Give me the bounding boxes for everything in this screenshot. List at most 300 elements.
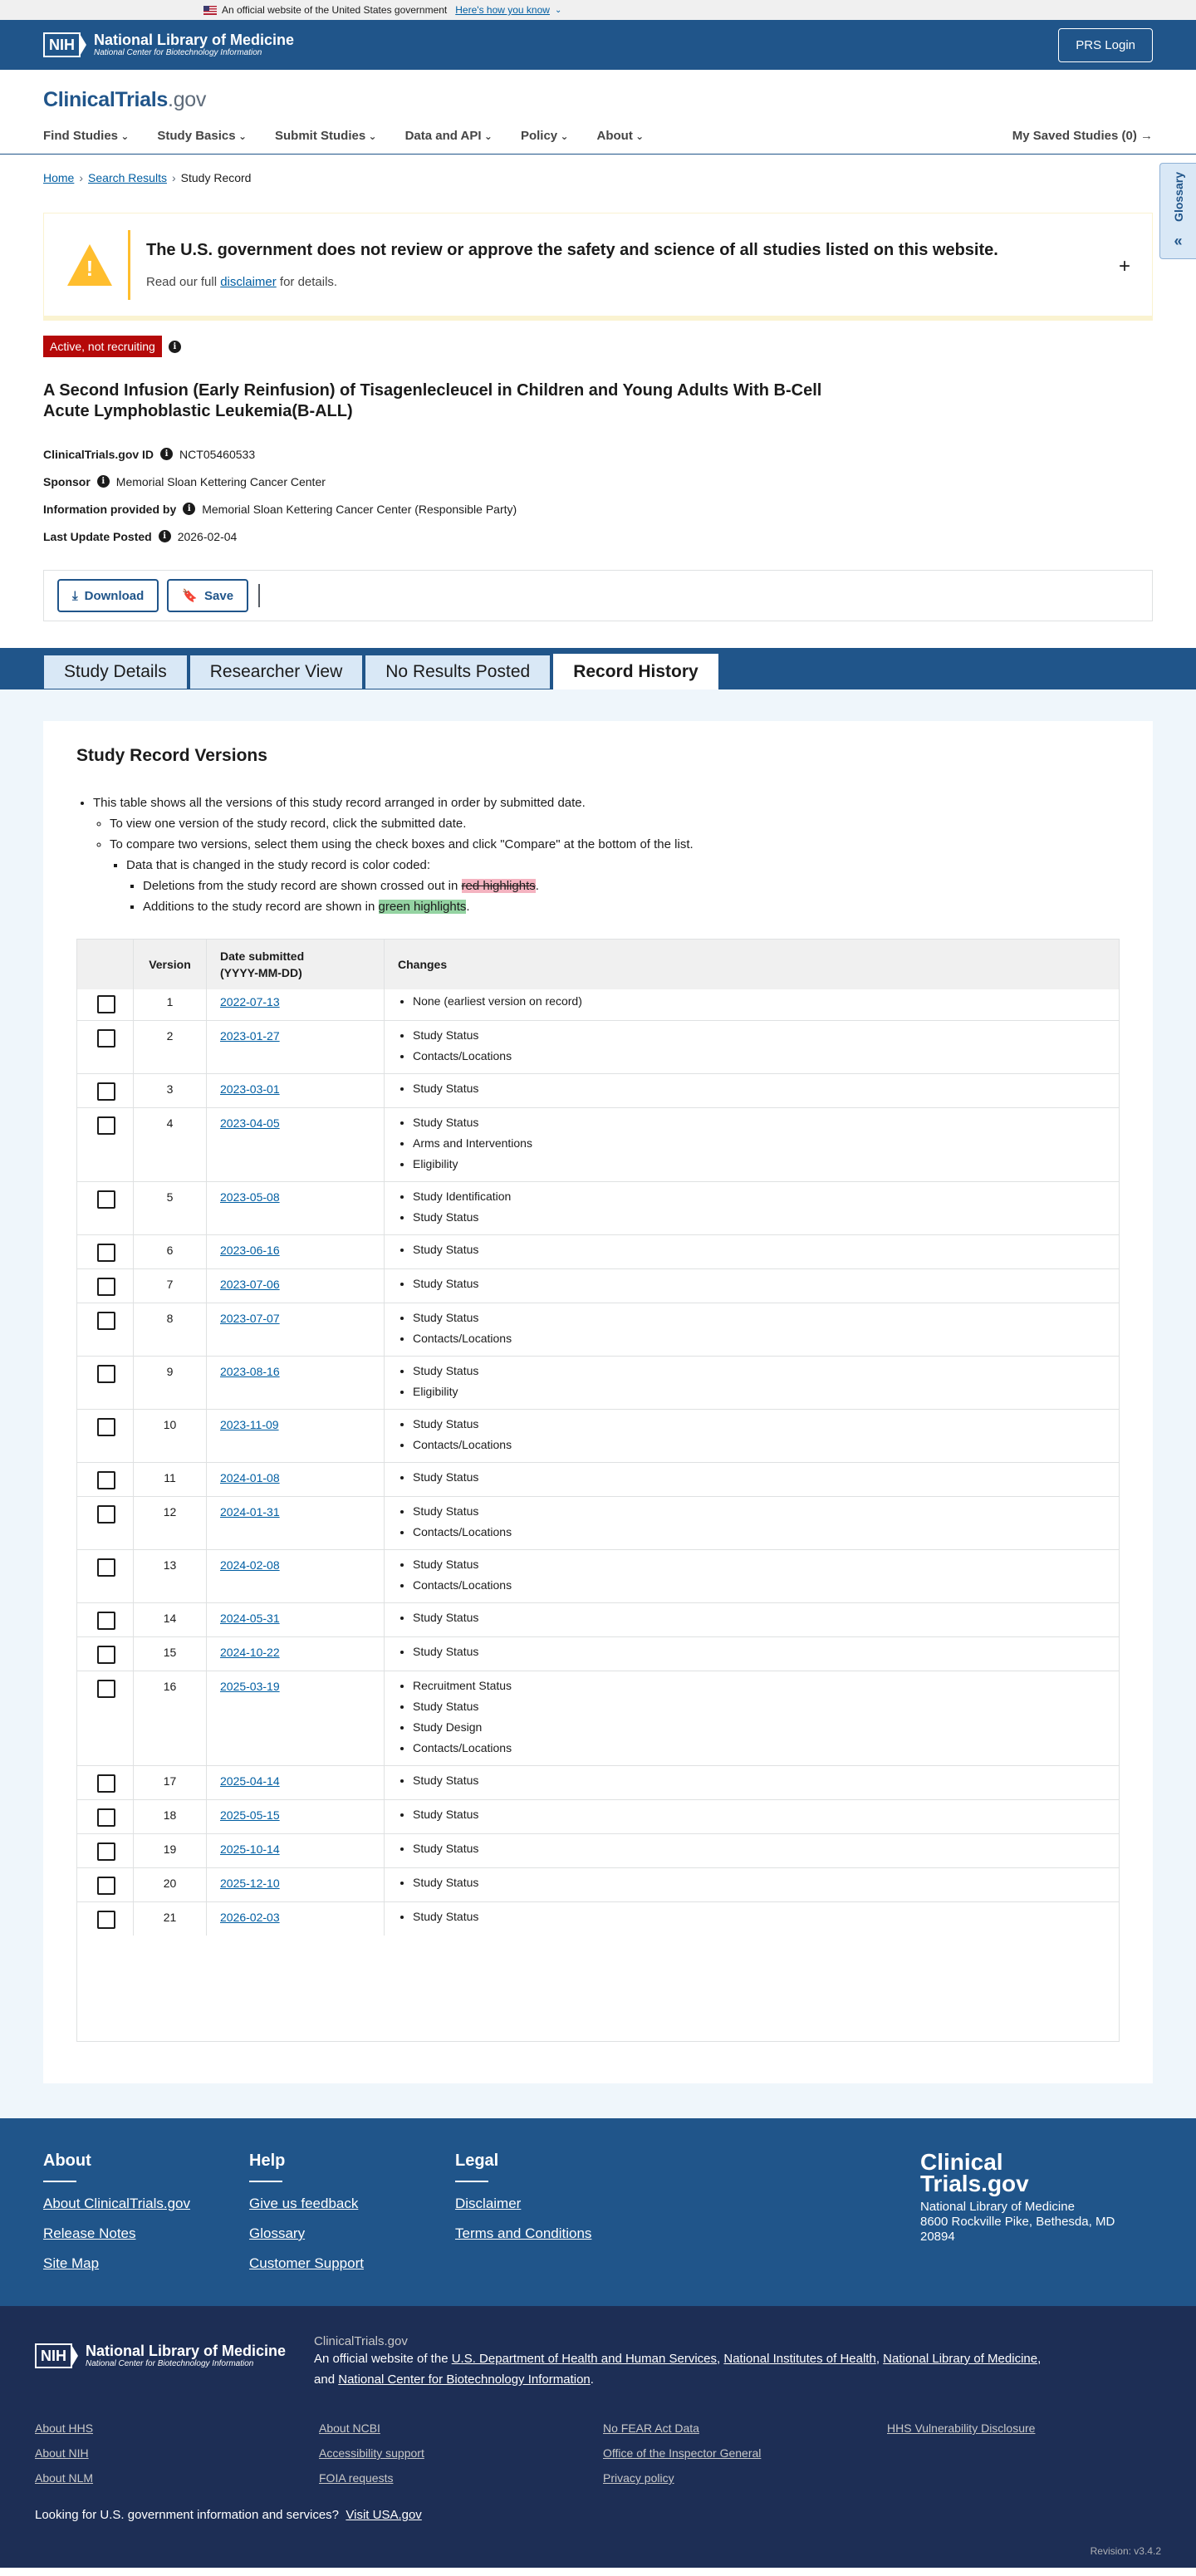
version-number: 9: [134, 1357, 207, 1409]
row-select-cell: [77, 1603, 134, 1636]
version-number: 19: [134, 1834, 207, 1867]
version-number: 15: [134, 1637, 207, 1671]
nav-policy[interactable]: Policy ⌄: [521, 129, 569, 143]
nav-about[interactable]: About ⌄: [597, 129, 645, 143]
table-row: [77, 1020, 1119, 1073]
date-cell: [207, 1074, 385, 1107]
version-number: 20: [134, 1868, 207, 1901]
version-number: 3: [134, 1074, 207, 1107]
nlm-logo-title: National Library of Medicine: [94, 32, 295, 48]
info-icon[interactable]: i: [97, 475, 110, 488]
chevron-down-icon: ⌄: [554, 5, 562, 15]
breadcrumb-home[interactable]: Home: [43, 171, 75, 184]
download-button[interactable]: [57, 579, 159, 612]
changes-cell: [385, 1074, 1119, 1107]
version-number: 1: [134, 989, 207, 1020]
changes-cell: [385, 1800, 1119, 1833]
change-item: • Study Identification: [413, 1186, 1105, 1207]
change-item: • Contacts/Locations: [413, 1738, 1105, 1759]
note-deletions: [143, 876, 1120, 896]
version-date-link[interactable]: 2024-05-31: [220, 1612, 280, 1625]
version-number: 5: [134, 1182, 207, 1234]
changes-cell: [385, 1497, 1119, 1549]
change-item: • Contacts/Locations: [413, 1575, 1105, 1596]
link-about-hhs[interactable]: About HHS: [35, 2421, 94, 2435]
date-cell: [207, 1235, 385, 1268]
version-number: 17: [134, 1766, 207, 1799]
site-header: [0, 70, 1196, 155]
date-cell: [207, 1868, 385, 1901]
change-item: • Study Status: [413, 1838, 1105, 1859]
link-no-fear[interactable]: No FEAR Act Data: [603, 2421, 699, 2435]
sponsor-value: Memorial Sloan Kettering Cancer Center: [115, 474, 326, 488]
change-item: • Contacts/Locations: [413, 1328, 1105, 1349]
changes-cell: [385, 1410, 1119, 1462]
footer-help: [249, 2152, 455, 2273]
version-checkbox[interactable]: [97, 1558, 115, 1577]
version-checkbox[interactable]: [97, 1312, 115, 1330]
version-number: 4: [134, 1108, 207, 1181]
change-item: • Study Design: [413, 1717, 1105, 1738]
tab-study-details[interactable]: Study Details: [43, 655, 188, 689]
version-date-link[interactable]: 2025-10-14: [220, 1842, 280, 1856]
nih-logo-box: NIH: [35, 2343, 72, 2368]
info-icon[interactable]: i: [183, 503, 195, 515]
disclaimer-post: for details.: [276, 274, 338, 289]
nlm-logo-subtitle: National Center for Biotechnology Information: [86, 2359, 254, 2368]
table-row: [77, 1496, 1119, 1549]
change-item: • Study Status: [413, 1607, 1105, 1628]
nih-logo-box: NIH: [43, 32, 81, 57]
table-row: [77, 1462, 1119, 1496]
nlm-footer-text: ClinicalTrials.gov An official website of the U.S. Department of Health and Human Services, National Institutes of Health, National Library of Medicine, and National Center for Biotechnology Information.: [314, 2334, 1042, 2387]
download-icon: ⤓: [72, 588, 78, 603]
change-item: • Study Status: [413, 1770, 1105, 1791]
link-about-nih[interactable]: About NIH: [35, 2446, 89, 2460]
note-text: Additions to the study record are shown in: [143, 900, 379, 914]
changes-cell: [385, 989, 1119, 1020]
footer-official: An official website of the: [314, 2352, 452, 2366]
version-number: 16: [134, 1671, 207, 1765]
row-select-cell: [77, 1463, 134, 1496]
study-tabs: [0, 648, 1196, 689]
date-cell: [207, 1269, 385, 1303]
disclaimer-title: The U.S. government does not review or approve the safety and science of all studies listed on this website.: [146, 240, 998, 259]
tab-no-results-posted[interactable]: No Results Posted: [365, 655, 551, 689]
footer-about: [43, 2152, 249, 2273]
change-item: • None (earliest version on record): [413, 991, 1105, 1012]
version-checkbox[interactable]: [97, 1842, 115, 1861]
download-label: Download: [84, 588, 145, 603]
usa-gov-link[interactable]: Visit USA.gov: [346, 2508, 422, 2522]
table-row: [77, 989, 1119, 1020]
version-date-link[interactable]: 2023-08-16: [220, 1365, 280, 1378]
chevron-right-icon: ›: [171, 171, 176, 184]
version-checkbox[interactable]: [97, 1244, 115, 1262]
sponsor-label: Sponsor: [43, 474, 91, 488]
note-text: .: [535, 879, 539, 893]
row-select-cell: [77, 1800, 134, 1833]
version-number: 2: [134, 1021, 207, 1073]
version-date-link[interactable]: 2023-07-07: [220, 1312, 280, 1325]
link-hhs[interactable]: U.S. Department of Health and Human Services: [451, 2352, 718, 2366]
table-row: [77, 1409, 1119, 1462]
change-item: • Study Status: [413, 1308, 1105, 1328]
version-number: 21: [134, 1902, 207, 1936]
link-nlm[interactable]: National Library of Medicine: [883, 2352, 1038, 2366]
version-date-link[interactable]: 2023-07-06: [220, 1278, 280, 1291]
change-item: • Study Status: [413, 1554, 1105, 1575]
gov-info-text: Looking for U.S. government information and services?: [35, 2508, 340, 2522]
row-select-cell: [77, 1550, 134, 1602]
row-select-cell: [77, 1357, 134, 1409]
date-cell: [207, 1902, 385, 1936]
change-item: • Study Status: [413, 1906, 1105, 1927]
heres-how-you-know-link[interactable]: Here's how you know: [455, 4, 550, 16]
row-select-cell: [77, 1834, 134, 1867]
study-meta: [0, 440, 1196, 550]
nlm-footer-logo[interactable]: [35, 2343, 286, 2369]
version-date-link[interactable]: 2025-05-15: [220, 1808, 280, 1822]
row-select-cell: [77, 1868, 134, 1901]
version-date-link[interactable]: 2023-03-01: [220, 1082, 280, 1096]
nct-id-label: ClinicalTrials.gov ID: [43, 447, 154, 461]
link-nih[interactable]: National Institutes of Health: [723, 2352, 876, 2366]
site-footer: [0, 2118, 1196, 2306]
version-checkbox[interactable]: [97, 1612, 115, 1630]
change-item: • Contacts/Locations: [413, 1435, 1105, 1455]
link-ncbi[interactable]: National Center for Biotechnology Information: [338, 2372, 591, 2387]
version-checkbox[interactable]: [97, 1082, 115, 1101]
row-select-cell: [77, 1235, 134, 1268]
link-privacy[interactable]: Privacy policy: [603, 2471, 674, 2485]
change-item: • Study Status: [413, 1414, 1105, 1435]
table-row: [77, 1303, 1119, 1356]
changes-cell: [385, 1235, 1119, 1268]
version-number: 13: [134, 1550, 207, 1602]
change-item: • Study Status: [413, 1112, 1105, 1133]
changes-cell: [385, 1671, 1119, 1765]
address-line: 20894: [920, 2230, 955, 2244]
date-cell: [207, 989, 385, 1020]
address-line: 8600 Rockville Pike, Bethesda, MD: [920, 2215, 1115, 2229]
version-date-link[interactable]: 2023-05-08: [220, 1190, 280, 1204]
date-cell: [207, 1303, 385, 1356]
version-checkbox[interactable]: [97, 1471, 115, 1489]
changes-cell: [385, 1766, 1119, 1799]
nlm-footer-links: [35, 2421, 1161, 2485]
warning-icon: !: [67, 243, 112, 287]
change-item: • Eligibility: [413, 1154, 1105, 1175]
change-item: • Study Status: [413, 1872, 1105, 1893]
version-checkbox[interactable]: [97, 1808, 115, 1827]
nlm-header: [0, 20, 1196, 70]
footer-site-name: ClinicalTrials.gov: [314, 2334, 408, 2348]
change-item: • Arms and Interventions: [413, 1133, 1105, 1154]
version-date-link[interactable]: 2023-04-05: [220, 1116, 280, 1130]
date-cell: [207, 1463, 385, 1496]
address-line: National Library of Medicine: [920, 2200, 1075, 2214]
green-highlight-sample: green highlights: [378, 900, 467, 914]
link-inspector-general[interactable]: Office of the Inspector General: [603, 2446, 762, 2460]
note-text: .: [466, 900, 470, 914]
footer-link-release-notes[interactable]: Release Notes: [43, 2225, 136, 2241]
versions-heading: Study Record Versions: [76, 746, 267, 765]
date-cell: [207, 1357, 385, 1409]
version-checkbox[interactable]: [97, 1278, 115, 1296]
change-item: • Study Status: [413, 1467, 1105, 1488]
table-row: [77, 1549, 1119, 1602]
red-highlight-sample: red highlights: [461, 879, 536, 893]
versions-table: [76, 939, 1120, 2042]
date-cell: [207, 1800, 385, 1833]
footer-link-disclaimer[interactable]: Disclaimer: [455, 2196, 522, 2211]
version-date-link[interactable]: 2026-02-03: [220, 1911, 280, 1924]
tab-researcher-view[interactable]: Researcher View: [189, 655, 364, 689]
version-number: 14: [134, 1603, 207, 1636]
row-select-cell: [77, 1902, 134, 1936]
content-area: [0, 689, 1196, 2118]
versions-card: [43, 721, 1153, 2083]
disclaimer-alert: [43, 213, 1153, 321]
change-item: • Study Status: [413, 1641, 1105, 1662]
date-cell: [207, 1550, 385, 1602]
table-row: [77, 1268, 1119, 1303]
main-nav: [43, 129, 1153, 143]
change-item: • Study Status: [413, 1361, 1105, 1381]
footer-logo-l2: Trials.gov: [920, 2171, 1029, 2196]
changes-cell: [385, 1550, 1119, 1602]
version-checkbox[interactable]: [97, 1646, 115, 1664]
bookmark-icon: 🔖: [182, 589, 198, 603]
footer-about-title: About: [43, 2152, 91, 2170]
site-logo-main: ClinicalTrials: [43, 88, 169, 111]
changes-cell: [385, 1108, 1119, 1181]
version-checkbox[interactable]: [97, 1774, 115, 1793]
note-additions: [143, 896, 1120, 917]
footer-help-title: Help: [249, 2152, 286, 2170]
glossary-label: Glossary: [1171, 171, 1185, 222]
row-select-cell: [77, 1497, 134, 1549]
tab-record-history[interactable]: Record History: [552, 653, 719, 689]
disclaimer-text: [146, 275, 998, 289]
note: ▪ Data that is changed in the study record is color coded:: [126, 855, 1120, 876]
changes-cell: [385, 1834, 1119, 1867]
version-date-link[interactable]: 2025-04-14: [220, 1774, 280, 1788]
table-row: [77, 1765, 1119, 1799]
prs-login-button[interactable]: PRS Login: [1058, 28, 1153, 62]
arrow-right-icon: →: [1140, 129, 1153, 143]
disclaimer-link[interactable]: disclaimer: [220, 274, 277, 289]
table-row: [77, 1107, 1119, 1181]
nav-submit-studies[interactable]: Submit Studies ⌄: [275, 129, 377, 143]
footer-legal-title: Legal: [455, 2152, 499, 2170]
row-select-cell: [77, 1671, 134, 1765]
version-number: 18: [134, 1800, 207, 1833]
chevron-right-icon: ›: [79, 171, 84, 184]
change-item: • Study Status: [413, 1025, 1105, 1046]
change-item: • Study Status: [413, 1207, 1105, 1228]
table-row: [77, 1602, 1119, 1636]
nav-find-studies[interactable]: Find Studies ⌄: [43, 129, 129, 143]
note: • This table shows all the versions of this study record arranged in order by submitted date.: [93, 792, 1120, 813]
version-date-link[interactable]: 2025-12-10: [220, 1877, 280, 1890]
table-row: [77, 1901, 1119, 1936]
link-foia[interactable]: FOIA requests: [319, 2471, 394, 2485]
version-number: 10: [134, 1410, 207, 1462]
my-saved-studies-label: My Saved Studies (0): [1012, 129, 1137, 143]
version-number: 7: [134, 1269, 207, 1303]
info-icon[interactable]: i: [169, 341, 181, 353]
gov-banner: [0, 0, 1196, 20]
version-number: 6: [134, 1235, 207, 1268]
gov-banner-text: An official website of the United States government: [222, 4, 448, 16]
table-row: [77, 1833, 1119, 1867]
gov-info: [35, 2508, 1161, 2522]
date-cell: [207, 1497, 385, 1549]
changes-cell: [385, 1902, 1119, 1936]
link-about-ncbi[interactable]: About NCBI: [319, 2421, 380, 2435]
link-hhs-vuln[interactable]: HHS Vulnerability Disclosure: [887, 2421, 1036, 2435]
nlm-logo[interactable]: [43, 32, 294, 58]
date-cell: [207, 1637, 385, 1671]
breadcrumb: [0, 155, 1196, 200]
link-about-nlm[interactable]: About NLM: [35, 2471, 94, 2485]
version-checkbox[interactable]: [97, 1190, 115, 1209]
footer-link-glossary[interactable]: Glossary: [249, 2225, 306, 2241]
version-date-link[interactable]: 2023-06-16: [220, 1244, 280, 1257]
double-chevron-left-icon: «: [1174, 233, 1183, 250]
version-number: 12: [134, 1497, 207, 1549]
info-provided-label: Information provided by: [43, 502, 177, 516]
changes-cell: [385, 1303, 1119, 1356]
version-checkbox[interactable]: [97, 995, 115, 1013]
date-cell: [207, 1108, 385, 1181]
version-checkbox[interactable]: [97, 1877, 115, 1895]
footer-link-terms[interactable]: Terms and Conditions: [455, 2225, 592, 2241]
row-select-cell: [77, 1108, 134, 1181]
change-item: • Eligibility: [413, 1381, 1105, 1402]
change-item: • Study Status: [413, 1501, 1105, 1522]
breadcrumb-search-results[interactable]: Search Results: [88, 171, 167, 184]
version-date-link[interactable]: 2024-10-22: [220, 1646, 280, 1659]
info-icon[interactable]: i: [159, 530, 171, 542]
my-saved-studies-link[interactable]: [1012, 129, 1153, 143]
status-badge: Active, not recruiting: [43, 336, 162, 357]
header-select: [77, 940, 134, 989]
footer-link-support[interactable]: Customer Support: [249, 2255, 364, 2271]
version-date-link[interactable]: 2025-03-19: [220, 1680, 280, 1693]
us-flag-icon: [203, 6, 217, 15]
date-cell: [207, 1021, 385, 1073]
version-checkbox[interactable]: [97, 1365, 115, 1383]
versions-notes: [76, 792, 1120, 917]
version-checkbox[interactable]: [97, 1911, 115, 1929]
nlm-footer: [0, 2306, 1196, 2568]
row-select-cell: [77, 1410, 134, 1462]
table-row: [77, 1181, 1119, 1234]
glossary-tab[interactable]: [1159, 163, 1196, 259]
save-label: Save: [204, 588, 234, 603]
table-body[interactable]: [77, 989, 1119, 2042]
changes-cell: [385, 1603, 1119, 1636]
nlm-logo-subtitle: National Center for Biotechnology Information: [94, 48, 262, 57]
table-row: [77, 1356, 1119, 1409]
change-item: • Recruitment Status: [413, 1676, 1105, 1696]
date-cell: [207, 1766, 385, 1799]
date-cell: [207, 1182, 385, 1234]
link-accessibility[interactable]: Accessibility support: [319, 2446, 424, 2460]
row-select-cell: [77, 1182, 134, 1234]
footer-logo-l1: Clinical: [920, 2149, 1003, 2175]
date-cell: [207, 1410, 385, 1462]
actions-bar: [43, 570, 1153, 621]
table-row: [77, 1073, 1119, 1107]
site-logo[interactable]: [43, 88, 1153, 112]
footer-link-site-map[interactable]: Site Map: [43, 2255, 100, 2271]
nlm-logo-title: National Library of Medicine: [86, 2343, 287, 2359]
footer-address: [920, 2200, 1115, 2245]
changes-cell: [385, 1463, 1119, 1496]
version-checkbox[interactable]: [97, 1029, 115, 1048]
nav-study-basics[interactable]: Study Basics ⌄: [157, 129, 247, 143]
version-date-link[interactable]: 2024-01-31: [220, 1505, 280, 1519]
header-date-l1: Date submitted: [220, 949, 305, 963]
change-item: • Contacts/Locations: [413, 1522, 1105, 1543]
version-checkbox[interactable]: [97, 1680, 115, 1698]
study-title: A Second Infusion (Early Reinfusion) of Tisagenlecleucel in Children and Young Adults With B-Cell Acute Lymphoblastic Leukemia(B-ALL): [43, 381, 822, 420]
header-date-l2: (YYYY-MM-DD): [220, 966, 302, 979]
version-date-link[interactable]: 2023-01-27: [220, 1029, 280, 1043]
table-row: [77, 1671, 1119, 1765]
last-update-label: Last Update Posted: [43, 529, 152, 543]
divider: [258, 584, 260, 607]
version-date-link[interactable]: 2023-11-09: [220, 1418, 279, 1431]
row-select-cell: [77, 1766, 134, 1799]
version-checkbox[interactable]: [97, 1418, 115, 1436]
version-checkbox[interactable]: [97, 1116, 115, 1135]
version-date-link[interactable]: 2024-01-08: [220, 1471, 280, 1484]
nav-data-and-api[interactable]: Data and API ⌄: [405, 129, 493, 143]
info-icon[interactable]: i: [160, 448, 173, 460]
status-row: [0, 336, 1196, 357]
last-update-value: 2026-02-04: [177, 529, 238, 543]
footer-link-feedback[interactable]: Give us feedback: [249, 2196, 359, 2211]
change-item: • Study Status: [413, 1239, 1105, 1260]
note: ◦ To compare two versions, select them using the check boxes and click "Compare" at the bottom of the list.: [110, 834, 1120, 855]
version-date-link[interactable]: 2022-07-13: [220, 995, 280, 1008]
note: ◦ To view one version of the study record, click the submitted date.: [110, 813, 1120, 834]
version-checkbox[interactable]: [97, 1505, 115, 1524]
footer-link-about[interactable]: About ClinicalTrials.gov: [43, 2196, 190, 2211]
save-button[interactable]: [167, 579, 248, 612]
row-select-cell: [77, 1074, 134, 1107]
row-select-cell: [77, 1269, 134, 1303]
header-changes: Changes: [398, 958, 448, 971]
footer-and: and: [314, 2372, 339, 2387]
date-cell: [207, 1603, 385, 1636]
expand-plus-icon[interactable]: +: [1118, 255, 1130, 277]
table-header: [77, 940, 1119, 989]
row-select-cell: [77, 1637, 134, 1671]
changes-cell: [385, 1182, 1119, 1234]
table-row: [77, 1234, 1119, 1268]
change-item: • Study Status: [413, 1273, 1105, 1294]
version-date-link[interactable]: 2024-02-08: [220, 1558, 280, 1572]
changes-cell: [385, 1637, 1119, 1671]
header-date: [207, 940, 385, 989]
breadcrumb-current: Study Record: [180, 171, 252, 184]
